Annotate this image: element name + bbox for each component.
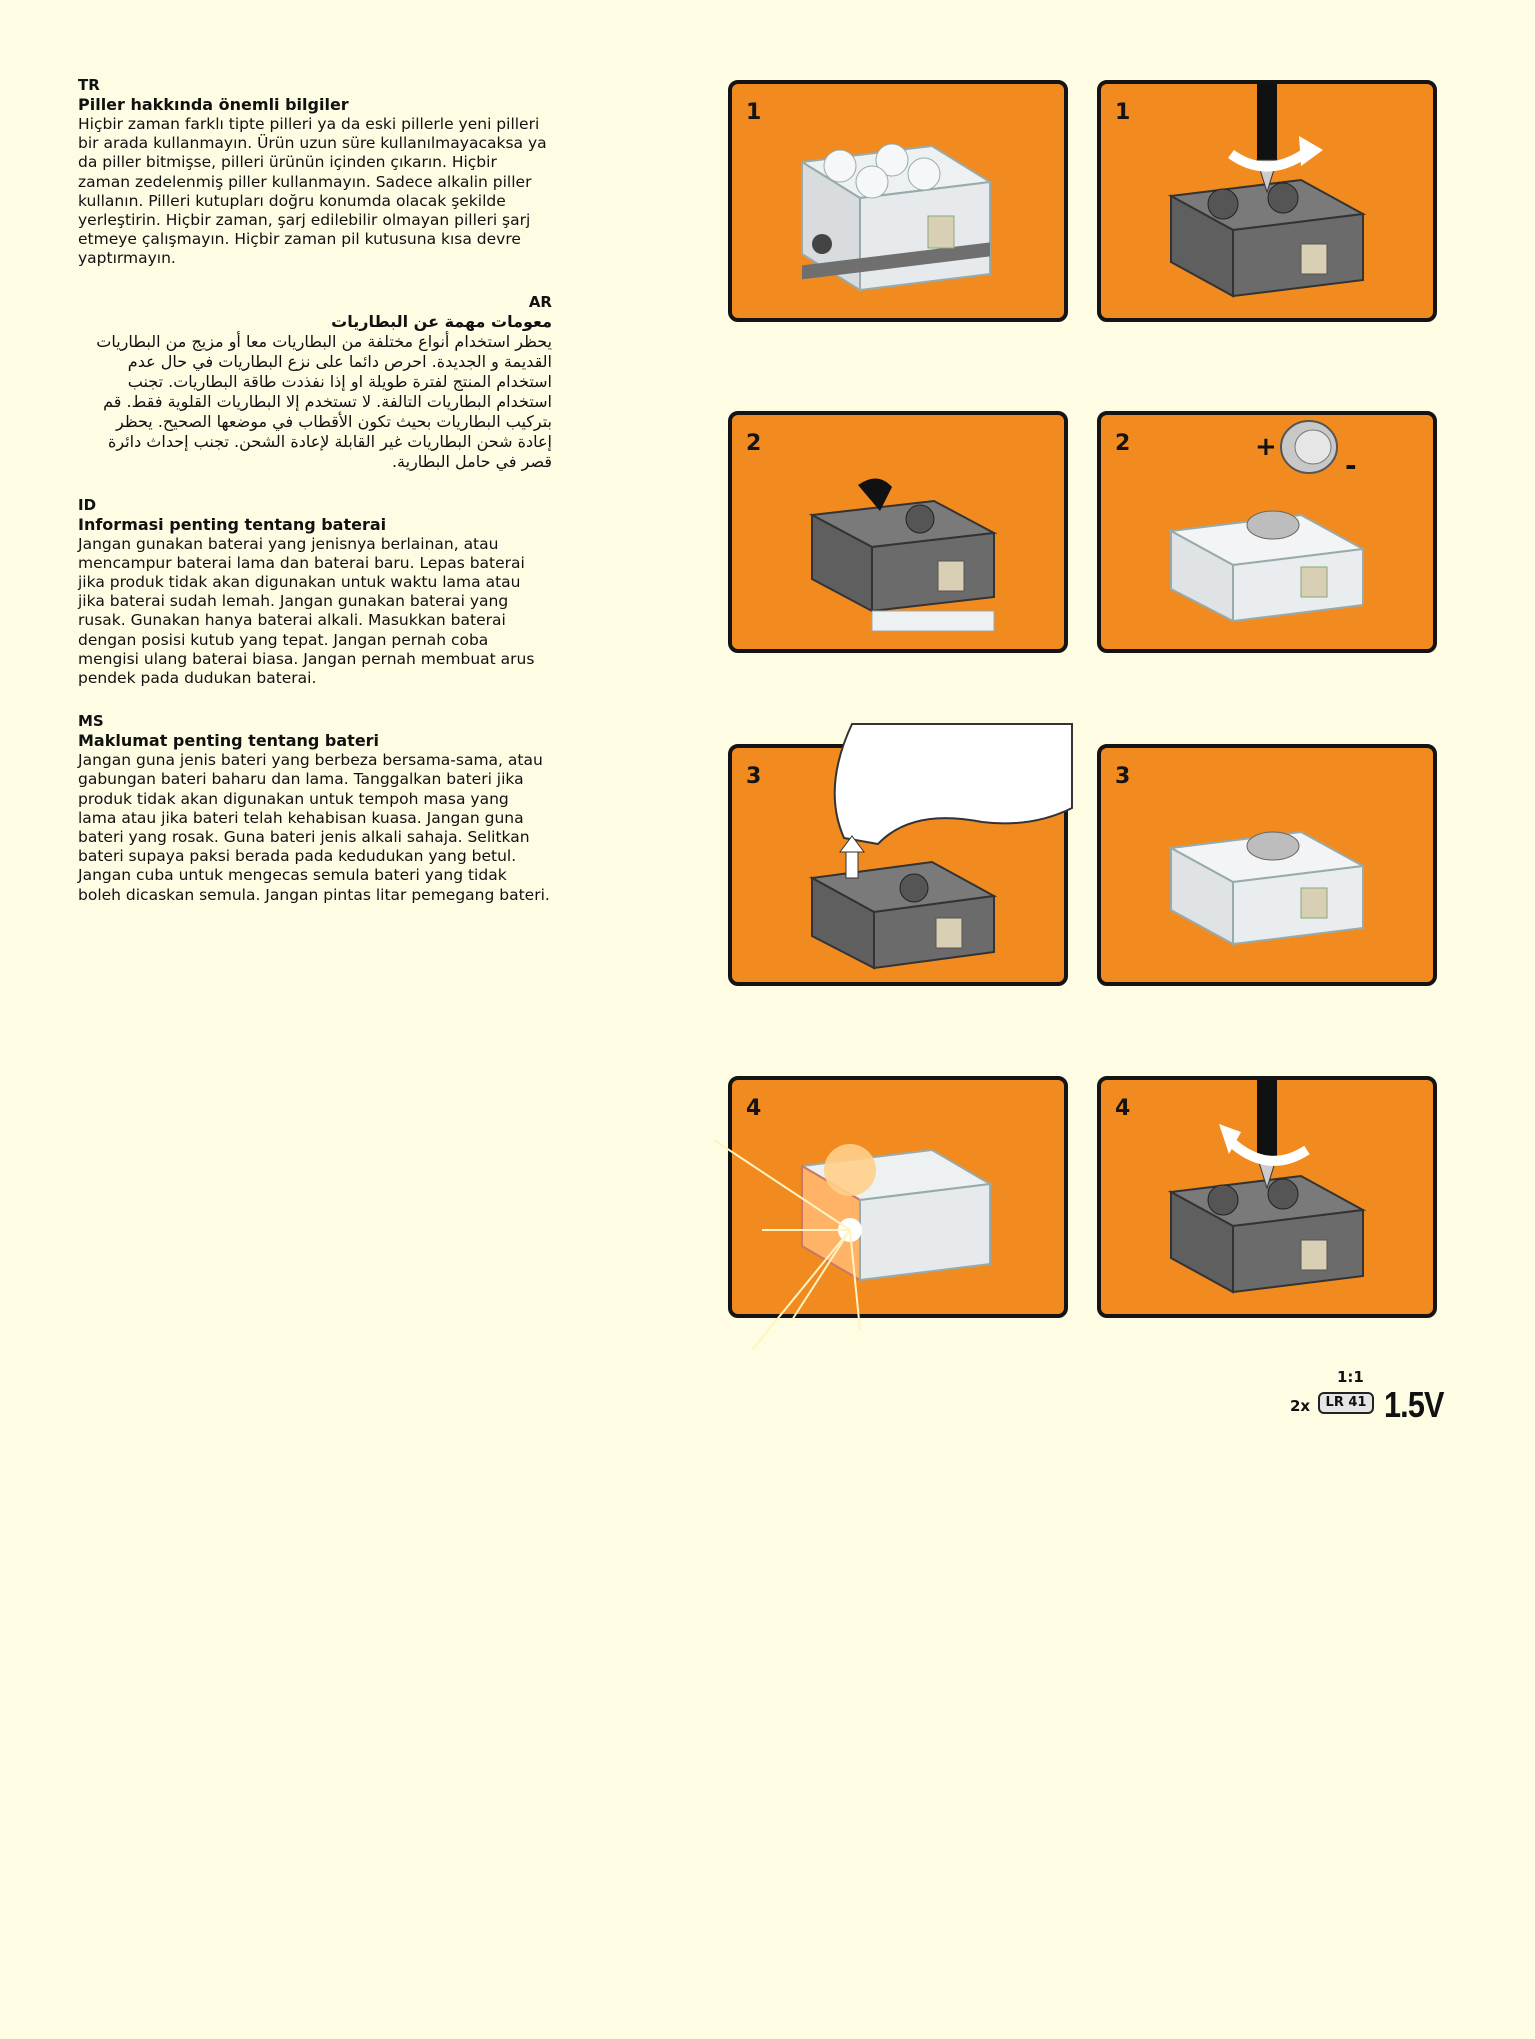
battery-cell-icon: LR 41: [1318, 1392, 1374, 1414]
section-heading: Informasi penting tentang baterai: [78, 514, 387, 534]
step-panel-2-right: [1097, 411, 1437, 653]
battery-info-text: [78, 76, 552, 929]
insert-battery-illustration: [1101, 415, 1441, 657]
section-body: Jangan gunakan baterai yang jenisnya berlainan, atau mencampur baterai lama dan baterai baru. Lepas baterai jika produk tidak akan digunakan untuk waktu lama atau jika baterai sudah lemah. Jangan gunakan baterai yang rusak. Gunakan hanya baterai alkali. Masukkan baterai dengan posisi kutub yang tepat. Jangan pernah coba mengisi ulang baterai biasa. Jangan pernah membuat arus pendek pada dudukan baterai.: [78, 534, 535, 688]
battery-count: 2x: [1290, 1397, 1311, 1415]
section-heading: Maklumat penting tentang bateri: [78, 731, 380, 751]
section-body: Hiçbir zaman farklı tipte pilleri ya da eski pillerle yeni pilleri bir arada kullanmayın. Ürün uzun süre kullanılmayacaksa ya da piller bitmişse, pilleri ürünün içinden çıkarın. Hiçbir zaman zedelenmiş piller kullanmayın. Sadece alkalin piller kullanın. Pilleri kutupları doğru konumda olacak şekilde yerleştirin. Hiçbir zaman, şarj edilebilir olmayan pilleri şarj etmeye çalışmayın. Hiçbir zaman pil kutusuna kısa devre yaptırmayın.: [78, 115, 547, 268]
step-number: 3: [746, 764, 762, 789]
step-panel-4-right: [1097, 1076, 1437, 1318]
glowing-brick-illustration: [732, 1080, 1072, 1322]
lang-code: ID: [78, 495, 97, 514]
screwdriver-tighten-illustration: [1101, 1080, 1441, 1322]
minus-sign: -: [1345, 449, 1357, 482]
step-number: 2: [746, 431, 762, 456]
battery-voltage: 1.5V: [1384, 1384, 1444, 1425]
lang-code: MS: [78, 712, 104, 731]
section-id: [78, 496, 552, 689]
screwdriver-unscrew-illustration: [1101, 84, 1441, 326]
step-panel-4-left: [728, 1076, 1068, 1318]
scale-ratio: 1:1: [1337, 1368, 1364, 1386]
press-cover-illustration: [732, 748, 1072, 990]
lang-code: TR: [78, 76, 100, 94]
section-tr: [78, 76, 552, 269]
section-ar: [78, 293, 552, 472]
section-body: يحظر استخدام أنواع مختلفة من البطاريات معا أو مزيج من البطاريات القديمة و الجديدة. احرص دائما على نزع البطاريات في حال عدم استخدام المنتج لفترة طويلة او إذا نفذدت طاقة البطاريات. تجنب استخدام البطاريات التالفة. لا تستخدم إلا البطاريات القلوية فقط. قم بتركيب البطاريات بحيث تكون الأقطاب في موضعها الصحيح. يحظر إعادة شحن البطاريات غير القابلة لإعادة الشحن. تجنب إحداث دائرة قصر في حامل البطارية.: [96, 331, 552, 471]
step-panel-1-left: [728, 80, 1068, 322]
step-number: 2: [1115, 431, 1131, 456]
step-panel-1-right: [1097, 80, 1437, 322]
clear-light-brick-illustration: [732, 84, 1072, 326]
section-body: Jangan guna jenis bateri yang berbeza bersama-sama, atau gabungan bateri baharu dan lama. Tanggalkan bateri jika produk tidak akan digunakan untuk tempoh masa yang lama atau jika bateri telah kehabisan kuasa. Jangan guna bateri yang rosak. Guna bateri jenis alkali sahaja. Selitkan bateri supaya paksi berada pada kedudukan yang betul. Jangan cuba untuk mengecas semula bateri yang tidak boleh dicaskan semula. Jangan pintas litar pemegang bateri.: [78, 751, 550, 904]
plus-sign: +: [1255, 432, 1277, 462]
section-heading: Piller hakkında önemli bilgiler: [78, 95, 349, 114]
lang-code: AR: [528, 292, 552, 311]
battery-in-place-illustration: [1101, 748, 1441, 990]
step-number: 1: [746, 100, 762, 125]
section-heading: معومات مهمة عن البطاريات: [331, 311, 552, 331]
section-ms: [78, 712, 552, 905]
step-number: 1: [1115, 100, 1131, 125]
step-number: 3: [1115, 764, 1131, 789]
battery-spec: [1290, 1368, 1442, 1424]
step-panel-3-right: [1097, 744, 1437, 986]
step-number: 4: [1115, 1096, 1131, 1121]
step-panel-2-left: [728, 411, 1068, 653]
step-panel-3-left: [728, 744, 1068, 986]
step-number: 4: [746, 1096, 762, 1121]
cover-lifted-illustration: [732, 415, 1072, 657]
